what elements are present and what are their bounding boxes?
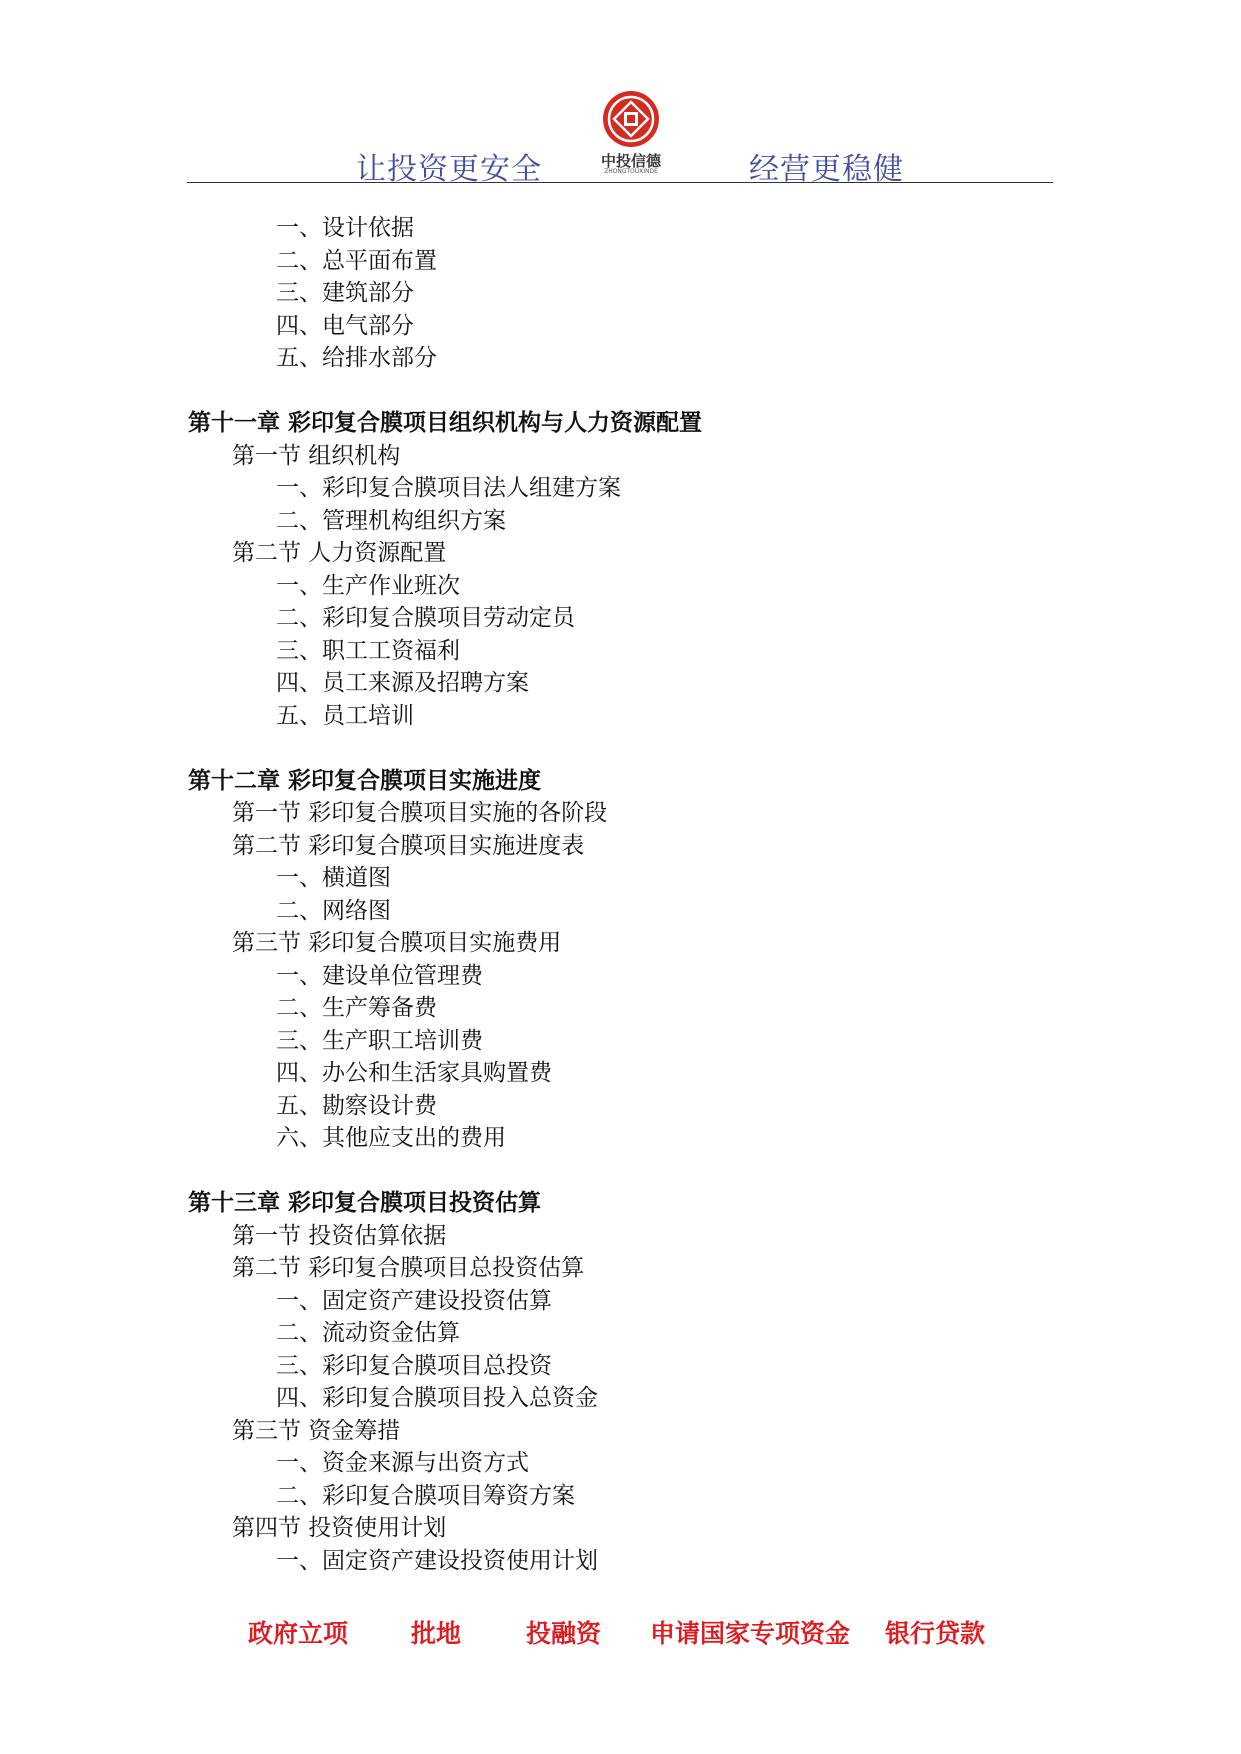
toc-section[interactable]: 第一节 组织机构 xyxy=(232,442,401,469)
toc-item[interactable]: 三、彩印复合膜项目总投资 xyxy=(276,1352,552,1379)
toc-item[interactable]: 五、员工培训 xyxy=(276,702,414,729)
toc-item[interactable]: 六、其他应支出的费用 xyxy=(276,1125,506,1151)
company-logo xyxy=(595,88,667,180)
toc-item[interactable]: 四、办公和生活家具购置费 xyxy=(276,1060,552,1086)
toc-item[interactable]: 三、职工工资福利 xyxy=(276,637,460,664)
header-slogan-left: 让投资更安全 xyxy=(356,152,542,187)
toc-item[interactable]: 一、固定资产建设投资估算 xyxy=(276,1287,552,1314)
logo-chinese-text: 中投信德 xyxy=(600,152,661,170)
toc-section[interactable]: 第三节 彩印复合膜项目实施费用 xyxy=(232,930,562,956)
toc-item[interactable]: 三、生产职工培训费 xyxy=(276,1027,483,1054)
toc-spacer xyxy=(0,732,1241,765)
table-of-contents xyxy=(0,212,1241,1577)
toc-item[interactable]: 五、勘察设计费 xyxy=(276,1092,437,1119)
toc-spacer xyxy=(0,375,1241,408)
toc-item[interactable]: 二、管理机构组织方案 xyxy=(276,507,506,534)
page-footer xyxy=(0,1614,1241,1654)
toc-chapter[interactable]: 第十一章 彩印复合膜项目组织机构与人力资源配置 xyxy=(188,409,703,436)
toc-item[interactable]: 二、彩印复合膜项目筹资方案 xyxy=(276,1482,575,1509)
red-circle-seal-icon xyxy=(595,88,667,150)
toc-section[interactable]: 第二节 彩印复合膜项目总投资估算 xyxy=(232,1255,585,1281)
logo-english-text: ZHONGTOUXINDE xyxy=(604,168,658,175)
footer-item: 申请国家专项资金 xyxy=(650,1619,851,1648)
toc-section[interactable]: 第一节 投资估算依据 xyxy=(232,1222,447,1249)
page-header xyxy=(0,0,1241,186)
toc-section[interactable]: 第四节 投资使用计划 xyxy=(232,1515,447,1541)
toc-item[interactable]: 二、总平面布置 xyxy=(276,247,437,274)
toc-item[interactable]: 一、建设单位管理费 xyxy=(276,962,483,989)
toc-item[interactable]: 五、给排水部分 xyxy=(276,345,437,371)
toc-item[interactable]: 四、员工来源及招聘方案 xyxy=(276,670,529,696)
footer-item: 投融资 xyxy=(526,1619,602,1648)
toc-item[interactable]: 二、流动资金估算 xyxy=(276,1320,460,1346)
toc-section[interactable]: 第三节 资金筹措 xyxy=(232,1417,401,1444)
toc-section[interactable]: 第二节 人力资源配置 xyxy=(232,540,447,566)
footer-item: 银行贷款 xyxy=(885,1619,986,1648)
toc-section[interactable]: 第一节 彩印复合膜项目实施的各阶段 xyxy=(232,800,608,826)
toc-spacer xyxy=(0,1155,1241,1188)
toc-item[interactable]: 一、固定资产建设投资使用计划 xyxy=(276,1547,598,1574)
toc-item[interactable]: 一、横道图 xyxy=(276,865,391,891)
toc-chapter[interactable]: 第十二章 彩印复合膜项目实施进度 xyxy=(188,766,542,794)
toc-item[interactable]: 一、资金来源与出资方式 xyxy=(276,1450,529,1476)
toc-item[interactable]: 一、生产作业班次 xyxy=(276,572,460,599)
toc-item[interactable]: 四、彩印复合膜项目投入总资金 xyxy=(276,1385,598,1411)
footer-item: 政府立项 xyxy=(248,1619,349,1648)
toc-item[interactable]: 二、彩印复合膜项目劳动定员 xyxy=(276,605,575,631)
toc-item[interactable]: 二、生产筹备费 xyxy=(276,995,437,1021)
toc-item[interactable]: 二、网络图 xyxy=(276,897,391,924)
footer-item: 批地 xyxy=(411,1619,462,1648)
toc-item[interactable]: 一、彩印复合膜项目法人组建方案 xyxy=(276,475,621,501)
header-slogan-right: 经营更稳健 xyxy=(749,152,904,187)
header-divider xyxy=(187,182,1053,183)
toc-chapter[interactable]: 第十三章 彩印复合膜项目投资估算 xyxy=(188,1189,542,1216)
toc-item[interactable]: 三、建筑部分 xyxy=(276,280,414,306)
toc-section[interactable]: 第二节 彩印复合膜项目实施进度表 xyxy=(232,832,585,859)
toc-item[interactable]: 一、设计依据 xyxy=(276,215,414,241)
toc-item[interactable]: 四、电气部分 xyxy=(276,312,414,339)
